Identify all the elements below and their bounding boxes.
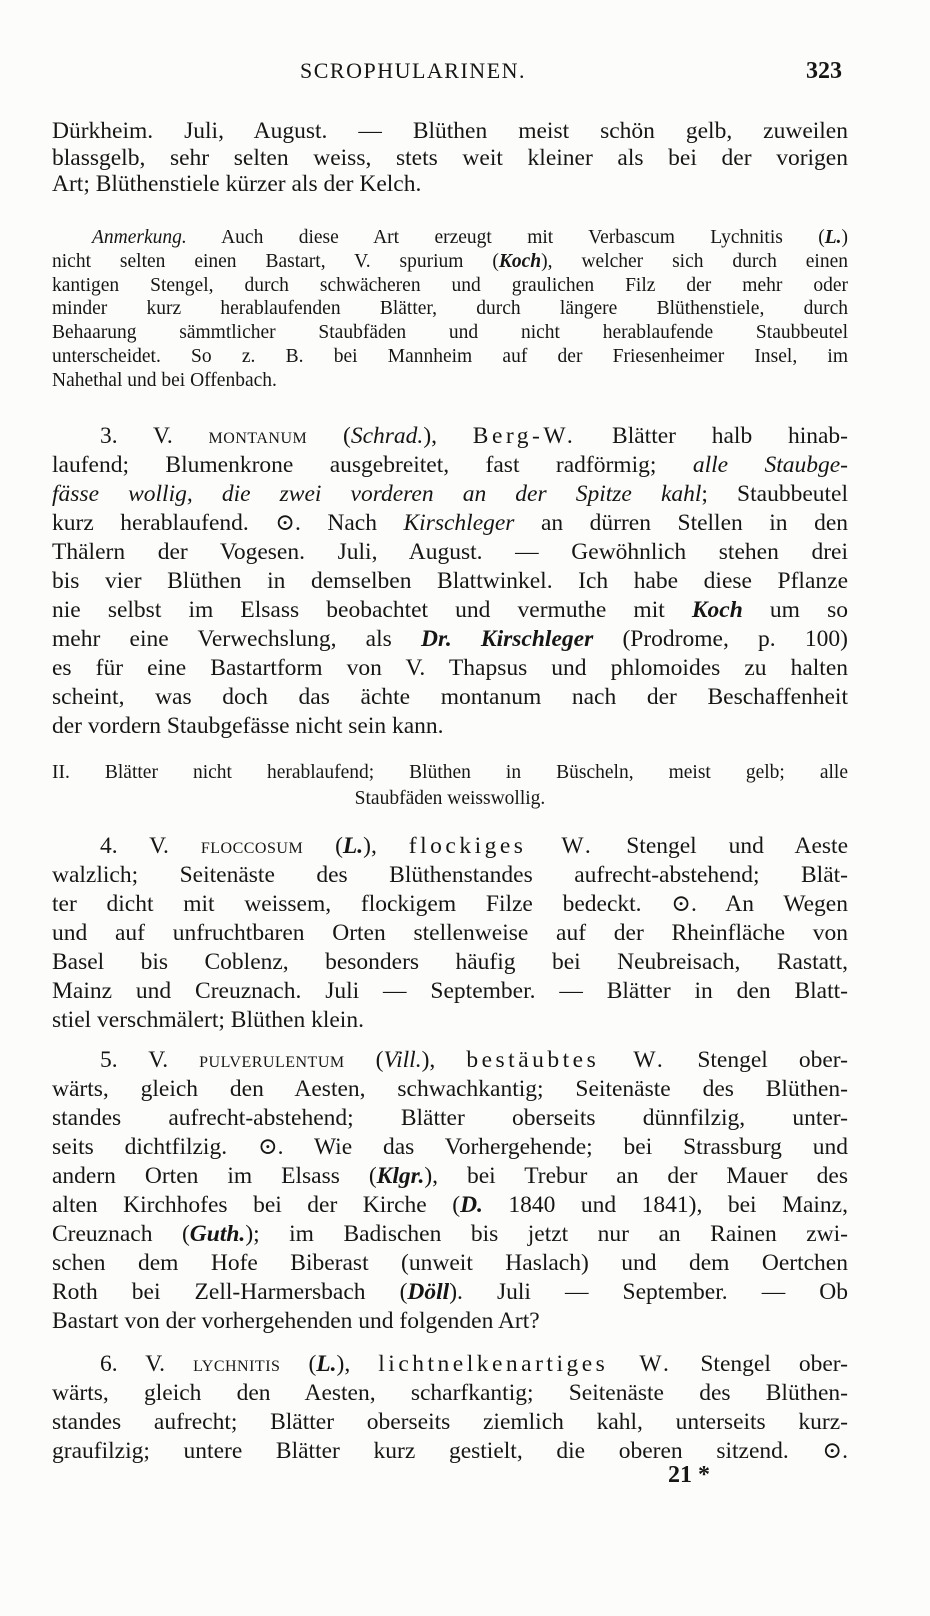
text-line: Basel bis Coblenz, besonders häufig bei Neubreisach, Rastatt, <box>52 949 848 975</box>
text-run: ), bei Trebur an der Mauer des <box>424 1163 848 1189</box>
paragraph-continuation <box>52 118 848 198</box>
text-line: und auf unfruchtbaren Orten stellenweise auf der Rheinfläche von <box>52 920 848 946</box>
text-line: Mainz und Creuznach. Juli — September. — Blätter in den Blatt- <box>52 978 848 1004</box>
text-line <box>52 831 848 861</box>
text-line <box>52 625 848 654</box>
text-line: walzlich; Seitenäste des Blüthenstandes aufrecht-abstehend; Blät- <box>52 862 848 888</box>
text-run: 5. V. <box>100 1047 200 1073</box>
italic-run: Koch <box>691 597 743 623</box>
text-run: Stengel ober- <box>666 1047 848 1073</box>
page-number: 323 <box>806 58 842 84</box>
text-line: bis vier Blüthen in demselben Blattwinkel. Ich habe diese Pflanze <box>52 568 848 594</box>
common-name: bestäubtes W. <box>466 1047 667 1073</box>
species-entry-montanum <box>52 421 848 741</box>
text-line <box>52 1278 848 1307</box>
text-run: ), <box>421 1047 467 1073</box>
section-heading-ii <box>52 760 848 812</box>
text-run: kurz herablaufend. ⊙. Nach <box>52 510 404 536</box>
species-name: floccosum <box>200 833 304 858</box>
text-line <box>52 1349 848 1379</box>
italic-run: fässe wollig, die zwei vorderen an der Spitze kahl <box>52 481 702 507</box>
text-line: blassgelb, sehr selten weiss, stets weit kleiner als bei der vorigen <box>52 144 848 171</box>
text-run: Stengel und Aeste <box>594 833 849 859</box>
common-name: flockiges W. <box>408 833 595 859</box>
text-run: ), <box>363 833 409 859</box>
text-line: stiel verschmälert; Blüthen klein. <box>52 1007 364 1033</box>
italic-run: Klgr. <box>376 1163 425 1189</box>
italic-run: L. <box>316 1351 337 1377</box>
text-run: 6. V. <box>100 1351 194 1377</box>
text-run: andern Orten im Elsass ( <box>52 1163 377 1189</box>
text-run: laufend; Blumenkrone ausgebreitet, fast radförmig; <box>52 452 693 478</box>
text-run: ). Juli — September. — Ob <box>449 1279 848 1305</box>
text-line: wärts, gleich den Aesten, scharfkantig; Seitenäste des Blüthen- <box>52 1380 848 1406</box>
note-anmerkung <box>52 226 848 393</box>
text-run: ( <box>344 1047 384 1073</box>
text-line: graufilzig; untere Blätter kurz gestielt, die oberen sitzend. ⊙. <box>52 1438 848 1464</box>
text-line: minder kurz herablaufenden Blätter, durch längere Blüthenstiele, durch <box>52 298 848 320</box>
italic-run: D. <box>460 1192 483 1218</box>
text-run: um so <box>742 597 848 623</box>
text-line: seits dichtfilzig. ⊙. Wie das Vorhergehende; bei Strassburg und <box>52 1134 848 1160</box>
species-entry-pulverulentum <box>52 1045 848 1336</box>
italic-run: L. <box>342 833 364 859</box>
text-line: Nahethal und bei Offenbach. <box>52 369 277 391</box>
species-name: montanum <box>208 423 308 448</box>
italic-run: L. <box>824 227 842 248</box>
text-line <box>52 421 848 451</box>
text-run: ), <box>423 423 473 449</box>
common-name: Berg-W. <box>472 423 577 449</box>
text-run: ), welcher sich durch einen <box>541 250 848 272</box>
text-line: standes aufrecht-abstehend; Blätter oberseits dünnfilzig, unter- <box>52 1105 848 1131</box>
species-name: pulverulentum <box>199 1047 345 1072</box>
running-head-title: SCROPHULARINEN. <box>300 58 527 83</box>
text-run: ( <box>303 833 343 859</box>
text-line: Dürkheim. Juli, August. — Blüthen meist schön gelb, zuweilen <box>52 118 848 144</box>
text-line <box>52 1191 848 1220</box>
text-run: ) <box>841 227 848 248</box>
text-line: der vordern Staubgefässe nicht sein kann. <box>52 713 444 739</box>
text-line: standes aufrecht; Blätter oberseits ziemlich kahl, unterseits kurz- <box>52 1409 848 1435</box>
text-run: Creuznach ( <box>52 1221 190 1247</box>
italic-run: Koch <box>498 250 542 272</box>
text-run: ( <box>307 423 351 449</box>
common-name: lichtnelkenartiges W. <box>378 1351 673 1377</box>
italic-run: alle Staubge- <box>692 452 848 478</box>
text-line: Bastart von der vorhergehenden und folgenden Art? <box>52 1308 540 1334</box>
text-line: wärts, gleich den Aesten, schwachkantig; Seitenäste des Blüthen- <box>52 1076 848 1102</box>
italic-run: Dr. Kirschleger <box>421 626 594 652</box>
text-run: nicht selten einen Bastart, V. spurium ( <box>52 250 499 272</box>
text-run: nie selbst im Elsass beobachtet und vermuthe mit <box>52 597 692 623</box>
text-line: unterscheidet. So z. B. bei Mannheim auf der Friesenheimer Insel, im <box>52 345 848 367</box>
text-line: ter dicht mit weissem, flockigem Filze bedeckt. ⊙. An Wegen <box>52 891 848 917</box>
text-run: an dürren Stellen in den <box>514 510 848 536</box>
text-line: Behaarung sämmtlicher Staubfäden und nicht herablaufende Staubbeutel <box>52 322 848 344</box>
text-line: kantigen Stengel, durch schwächeren und graulichen Filz der mehr oder <box>52 274 848 296</box>
text-line <box>52 226 848 250</box>
text-run: Stengel ober- <box>672 1351 848 1377</box>
text-line: Thälern der Vogesen. Juli, August. — Gewöhnlich stehen drei <box>52 539 848 565</box>
text-line <box>52 250 848 274</box>
text-line <box>52 1162 848 1191</box>
text-run: ; Staubbeutel <box>701 481 848 507</box>
text-run: 3. V. <box>100 423 209 449</box>
text-line: Art; Blüthenstiele kürzer als der Kelch. <box>52 171 422 197</box>
text-line: scheint, was doch das ächte montanum nach der Beschaffenheit <box>52 684 848 710</box>
species-entry-lychnitis <box>52 1349 848 1466</box>
text-run: Auch diese Art erzeugt mit Verbascum Lychnitis ( <box>186 227 825 248</box>
text-run: ); im Badischen bis jetzt nur an Rainen zwi- <box>245 1221 848 1247</box>
signature-mark: 21 * <box>668 1462 710 1488</box>
text-run: 4. V. <box>100 833 201 859</box>
text-line <box>52 509 848 538</box>
text-line: II. Blätter nicht herablaufend; Blüthen in Büscheln, meist gelb; alle <box>52 762 848 783</box>
text-run: (Prodrome, p. 100) <box>593 626 848 652</box>
species-name: lychnitis <box>193 1351 281 1376</box>
italic-run: Döll <box>407 1279 450 1305</box>
italic-run: Kirschleger <box>403 510 515 536</box>
text-line: Staubfäden weisswollig. <box>354 788 546 809</box>
species-entry-floccosum <box>52 831 848 1035</box>
text-run: ), <box>336 1351 379 1377</box>
text-run: alten Kirchhofes bei der Kirche ( <box>52 1192 461 1218</box>
text-run: Blätter halb hinab- <box>576 423 848 449</box>
text-run: 1840 und 1841), bei Mainz, <box>482 1192 848 1218</box>
text-line <box>52 480 848 509</box>
text-line <box>52 451 848 480</box>
italic-run: Schrad. <box>350 423 424 449</box>
text-line: es für eine Bastartform von V. Thapsus und phlomoides zu halten <box>52 655 848 681</box>
text-run: mehr eine Verwechslung, als <box>52 626 422 652</box>
italic-run: Vill. <box>383 1047 422 1073</box>
italic-run: Anmerkung. <box>92 227 187 248</box>
text-line <box>52 596 848 625</box>
text-line <box>52 1045 848 1075</box>
italic-run: Guth. <box>189 1221 246 1247</box>
text-line <box>52 1220 848 1249</box>
text-run: Roth bei Zell-Harmersbach ( <box>52 1279 408 1305</box>
text-run: ( <box>280 1351 317 1377</box>
text-line: schen dem Hofe Biberast (unweit Haslach) und dem Oertchen <box>52 1250 848 1276</box>
